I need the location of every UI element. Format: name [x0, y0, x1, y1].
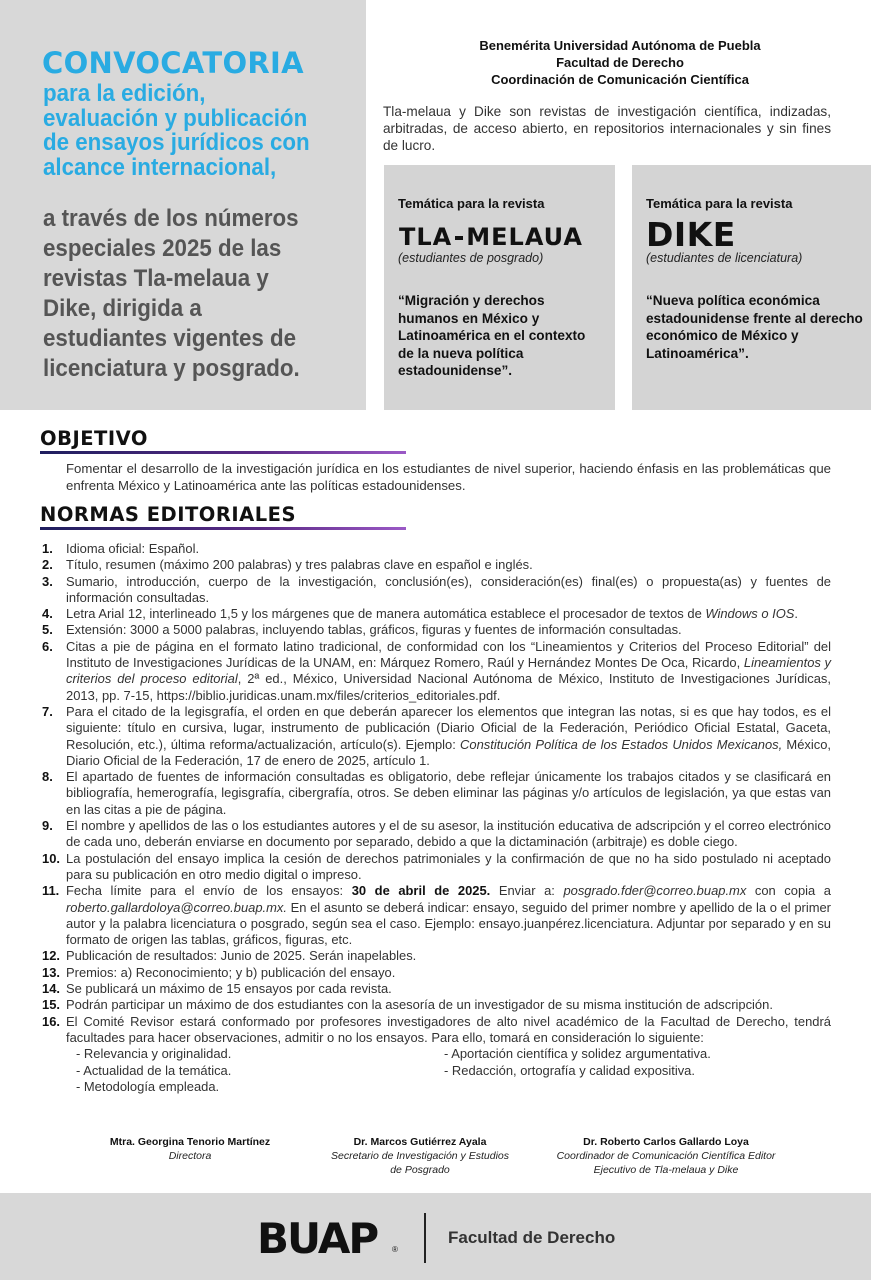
institution-coordination: Coordinación de Comunicación Científica — [491, 72, 749, 87]
list-item: 10. La postulación del ensayo implica la cesión de derechos patrimoniales y la confirmación de que no ha sido postulado ni aceptado para su publicación en otro medio digital o impreso. — [42, 850, 831, 882]
list-item: 16. El Comité Revisor estará conformado por profesores investigadores de alto nivel académico de la Facultad de Derecho, tendrá facultades para hacer observaciones, admitir o no los ensayos. Para ello, tomará en consideración lo siguiente: — [42, 1013, 831, 1045]
normas-list — [42, 541, 831, 1095]
footer-faculty: Facultad de Derecho — [448, 1228, 616, 1247]
list-item: 12. Publicación de resultados: Junio de 2025. Serán inapelables. — [42, 948, 417, 964]
dike-box-subtitle: (estudiantes de licenciatura) — [646, 251, 803, 265]
institution-university: Benemérita Universidad Autónoma de Puebla — [479, 38, 761, 53]
evaluation-criteria — [76, 1046, 831, 1095]
list-item: 2. Título, resumen (máximo 200 palabras) y tres palabras clave en español e inglés. — [42, 557, 533, 573]
normas-heading: NORMAS EDITORIALES — [40, 503, 297, 526]
email-posgrado[interactable]: posgrado.fder@correo.buap.mx — [563, 883, 747, 899]
dike-logo: DIKE — [646, 215, 736, 254]
list-item: 13. Premios: a) Reconocimiento; y b) publicación del ensayo. — [42, 964, 396, 980]
institution-block — [400, 37, 840, 88]
list-item: 6. Citas a pie de página en el formato latino tradicional, de conformidad con los “Lineamientos y Criterios del Proceso Editorial” del Instituto de Investigaciones Jurídicas de la UNAM, en: Márquez Romero, Raúl y Hernández Montes De Oca, Ricardo, Lineamientos y criterios del proceso editorial, 2ª ed., México, Universidad Nacional Autónoma de México, Instituto de Investigaciones Jurídicas, 2013, pp. 7-15, https://biblio.juridicas.unam.mx/files/criterios_editoriales.pdf. — [42, 638, 831, 703]
signature-coordinador: Dr. Roberto Carlos Gallardo Loya Coordinador de Comunicación Científica Editor Ejecutivo de Tla-melaua y Dike — [556, 1136, 776, 1176]
deadline-date: 30 de abril de 2025. — [351, 883, 491, 899]
normas-divider — [40, 527, 406, 530]
tla-box-topic: “Migración y derechos humanos en México y Latinoamérica en el contexto de la nueva política estadounidense”. — [398, 293, 586, 378]
objetivo-divider — [40, 451, 406, 454]
list-item: 5. Extensión: 3000 a 5000 palabras, incluyendo tablas, gráficos, figuras y fuentes de información consultadas. — [42, 622, 682, 638]
intro-text: Tla-melaua y Dike son revistas de investigación científica, indizadas, arbitradas, de acceso abierto, en repositorios internacionales y sin fines de lucro. — [383, 104, 831, 153]
list-item: 7. Para el citado de la legisgrafía, el orden en que deberán aparecer los elementos que integran las notas, si es que hay todos, es el siguiente: título en cursiva, lugar, instrumento de publicación (Diario Oficial de la Federación, Periódico Oficial Estatal, Gaceta, Resolución, etc.), última reforma/actualización, artículo(s). Ejemplo: Constitución Política de los Estados Unidos Mexicanos, México, Diario Oficial de la Federación, 17 de enero de 2025, artículo 1. — [42, 703, 832, 768]
convocatoria-subtitle: para la edición, evaluación y publicación de ensayos jurídicos con alcance internacional, — [43, 80, 310, 181]
list-item: 4. Letra Arial 12, interlineado 1,5 y los márgenes que de manera automática establece el procesador de textos de Windows o IOS. — [42, 606, 799, 622]
criterion: - Relevancia y originalidad. — [76, 1046, 232, 1062]
signature-directora: Mtra. Georgina Tenorio Martínez Directora — [109, 1136, 271, 1162]
institution-faculty: Facultad de Derecho — [556, 55, 684, 70]
dike-box-topic: “Nueva política económica estadounidense frente al derecho económico de México y Latinoamérica”. — [646, 293, 863, 361]
header-left-panel — [0, 0, 366, 410]
tla-melaua-box — [384, 165, 615, 410]
buap-logo: BUAP — [257, 1214, 378, 1263]
tla-box-subtitle: (estudiantes de posgrado) — [398, 251, 544, 265]
signature-secretario: Dr. Marcos Gutiérrez Ayala Secretario de Investigación y Estudios de Posgrado — [330, 1136, 509, 1176]
footer-divider — [424, 1213, 426, 1263]
dike-box-label: Temática para la revista — [646, 196, 793, 211]
list-item: 1. Idioma oficial: Español. — [42, 541, 200, 556]
tla-box-label: Temática para la revista — [398, 196, 545, 211]
email-gallardo[interactable]: roberto.gallardoloya@correo.buap.mx. — [66, 899, 287, 915]
criterion: - Aportación científica y solidez argumentativa. — [444, 1046, 711, 1062]
list-item: 3. Sumario, introducción, cuerpo de la investigación, conclusión(es), consideración(es) final(es) o propuesta(as) y fuentes de información consultadas. — [42, 573, 831, 605]
objetivo-heading: OBJETIVO — [40, 427, 148, 450]
convocatoria-description: a través de los números especiales 2025 de las revistas Tla-melaua y Dike, dirigida a estudiantes vigentes de licenciatura y posgrado. — [43, 205, 300, 382]
criterion: - Actualidad de la temática. — [76, 1062, 232, 1078]
list-item: 15. Podrán participar un máximo de dos estudiantes con la asesoría de un investigador de su misma institución de adscripción. — [42, 997, 773, 1013]
tla-melaua-logo: TLA MELAUA — [399, 223, 583, 251]
objetivo-text: Fomentar el desarrollo de la investigación jurídica en los estudiantes de nivel superior, haciendo énfasis en las problemáticas que enfrenta México y Latinoamérica ante las políticas estadounidenses. — [66, 461, 831, 493]
convocatoria-title: CONVOCATORIA — [42, 46, 304, 80]
list-item: 9. El nombre y apellidos de las o los estudiantes autores y el de su asesor, la institución educativa de adscripción y el correo electrónico de cada uno, deberán enviarse en documento por separado, debido a que la dictaminación (arbitraje) es doble ciego. — [42, 818, 831, 850]
dike-box — [632, 165, 871, 410]
list-item: 14. Se publicará un máximo de 15 ensayos por cada revista. — [42, 981, 392, 997]
criterion: - Redacción, ortografía y calidad expositiva. — [444, 1062, 695, 1078]
footer — [0, 1193, 871, 1280]
registered-mark: ® — [392, 1245, 398, 1254]
criterion: - Metodología empleada. — [76, 1078, 220, 1094]
list-item: 11. Fecha límite para el envío de los ensayos: 30 de abril de 2025. Enviar a: posgrado.fder@correo.buap.mx con copia a roberto.gallardoloya@correo.buap.mx. En el asunto se deberá indicar: ensayo, seguido del primer nombre y apellido de la o el primer autor y la palabra licenciatura o posgrado, según sea el caso. Ejemplo: ensayo.juanpérez.licenciatura. Adjuntar por separado y en su formato de origen las tablas, gráficos, figuras, etc. — [42, 883, 831, 948]
list-item: 8. El apartado de fuentes de información consultadas es obligatorio, debe reflejar únicamente los trabajos citados y se clasificará en bibliografía, hemerografía, legisgrafía, cibergrafía, otros. Se deben eliminar las páginas y/o artículos de legislación, ya que estas van en las citas a pie de página. — [42, 769, 831, 817]
